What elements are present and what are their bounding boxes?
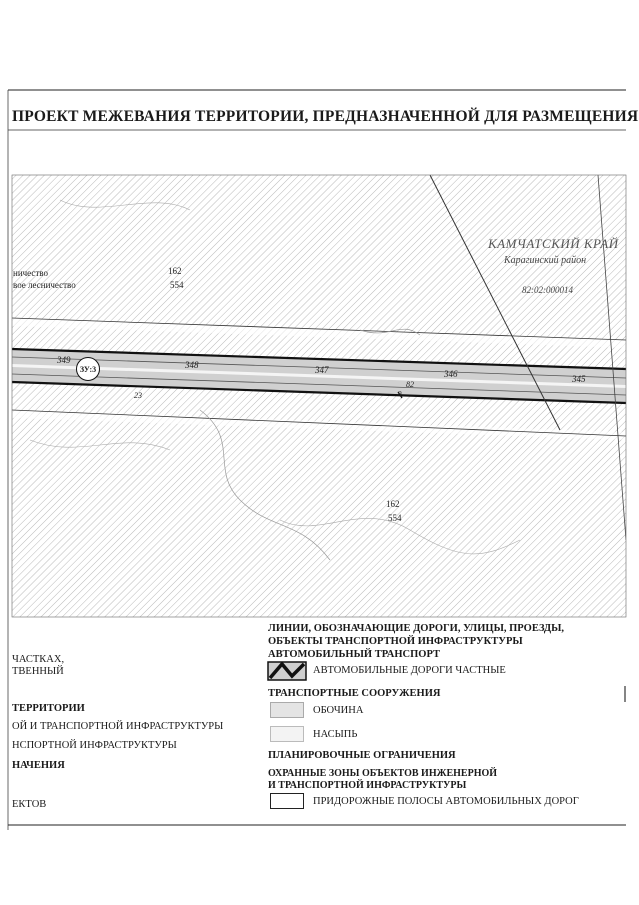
minor-label: 23 [134, 391, 142, 400]
forest-label-2: вое лесничество [13, 280, 76, 290]
legend-embankment: НАСЫПЬ [313, 729, 358, 740]
picket-label: 345 [572, 374, 586, 384]
picket-label: 348 [185, 360, 199, 370]
forest-label-1: ничество [13, 268, 48, 278]
legend-left-line-4: ОЙ И ТРАНСПОРТНОЙ ИНФРАСТРУКТУРЫ [12, 721, 224, 732]
legend-left-line-1: ЧАСТКАХ, [12, 654, 65, 665]
legend-heading-lines: ЛИНИИ, ОБОЗНАЧАЮЩИЕ ДОРОГИ, УЛИЦЫ, ПРОЕЗДЫ, [268, 623, 565, 634]
legend-protection-zones-2: И ТРАНСПОРТНОЙ ИНФРАСТРУКТУРЫ [268, 780, 467, 791]
picket-label: 347 [315, 365, 329, 375]
minor-label: 82 [406, 380, 414, 389]
legend-left-line-3: ТЕРРИТОРИИ [12, 703, 85, 714]
legend-auto-transport: АВТОМОБИЛЬНЫЙ ТРАНСПОРТ [268, 649, 440, 660]
legend-transport-structures: ТРАНСПОРТНЫЕ СООРУЖЕНИЯ [268, 688, 441, 699]
legend-planning-restrictions: ПЛАНИРОВОЧНЫЕ ОГРАНИЧЕНИЯ [268, 750, 456, 761]
legend-left-line-2: ТВЕННЫЙ [12, 666, 64, 677]
legend-protection-zones: ОХРАННЫЕ ЗОНЫ ОБЪЕКТОВ ИНЖЕНЕРНОЙ [268, 768, 498, 779]
cadastral-code-label: 82:02:000014 [522, 285, 573, 295]
page-title: ПРОЕКТ МЕЖЕВАНИЯ ТЕРРИТОРИИ, ПРЕДНАЗНАЧЕННОЙ ДЛЯ РАЗМЕЩЕНИЯ [12, 108, 639, 125]
plot-marker: ЗУ:3 [76, 357, 100, 381]
quarter-number-bottom: 162 [386, 499, 400, 509]
legend-left-line-6: НАЧЕНИЯ [12, 760, 65, 771]
legend-shoulder: ОБОЧИНА [313, 705, 364, 716]
district-name-label: Карагинский район [504, 255, 587, 266]
legend-heading-lines-2: ОБЪЕКТЫ ТРАНСПОРТНОЙ ИНФРАСТРУКТУРЫ [268, 636, 523, 647]
legend-left-line-5: НСПОРТНОЙ ИНФРАСТРУКТУРЫ [12, 740, 177, 751]
picket-label: 349 [57, 355, 71, 365]
region-name-label: КАМЧАТСКИЙ КРАЙ [488, 236, 619, 251]
roadside-strip-swatch [270, 793, 304, 809]
legend-roadside-strips: ПРИДОРОЖНЫЕ ПОЛОСЫ АВТОМОБИЛЬНЫХ ДОРОГ [313, 796, 579, 807]
legend-left-line-7: ЕКТОВ [12, 799, 47, 810]
legend-private-roads: АВТОМОБИЛЬНЫЕ ДОРОГИ ЧАСТНЫЕ [313, 665, 506, 676]
embankment-swatch [270, 726, 304, 742]
quarter-subnumber-bottom: 554 [388, 513, 402, 523]
shoulder-swatch [270, 702, 304, 718]
minor-label: 9 [398, 390, 402, 398]
quarter-subnumber-top: 554 [170, 280, 184, 290]
picket-label: 346 [444, 369, 458, 379]
road-legend-icon [268, 662, 306, 680]
quarter-number-top: 162 [168, 266, 182, 276]
